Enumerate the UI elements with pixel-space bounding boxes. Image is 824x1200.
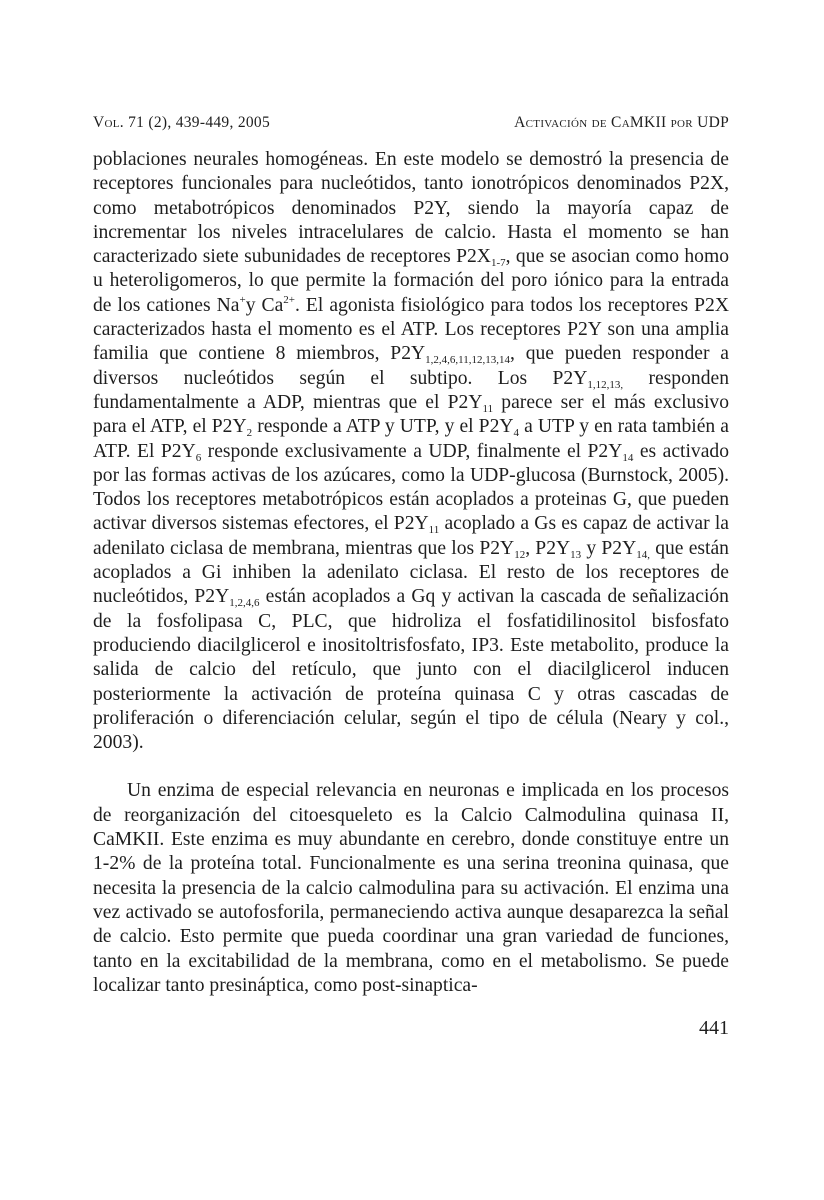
text-segment: responden fundamentalmente a ADP, mientras que el P2Y — [93, 367, 729, 413]
subscript: 1-7 — [490, 257, 506, 270]
subscript: 13 — [570, 548, 582, 561]
superscript: 2+ — [283, 293, 295, 306]
subscript: 4 — [513, 427, 520, 440]
article-body — [93, 148, 729, 998]
text-segment: , que se asocian como homo u heteroligomeros, lo que permite la formación del poro iónico para la entrada de los cationes Na — [93, 246, 730, 316]
text-segment: responde a ATP y UTP, y el P2Y — [252, 416, 514, 438]
running-head — [93, 114, 729, 136]
running-head-journal-volume: Vol. 71 (2), 439-449, 2005 — [93, 114, 271, 131]
subscript: 1,12,13, — [587, 378, 624, 391]
text-segment: parece ser el más exclusivo para el ATP, el P2Y — [93, 391, 729, 438]
text-segment: a UTP y en rata también a ATP. El P2Y — [93, 416, 730, 462]
text-segment: acoplado a Gs es capaz de activar la adenilato ciclasa de membrana, mientras que los P2Y — [93, 513, 729, 559]
subscript: 14 — [622, 451, 634, 464]
text-segment: responde exclusivamente a UDP, finalmente el P2Y — [201, 440, 623, 462]
text-segment: están acoplados a Gq y activan la cascada de señalización de la fosfolipasa C, PLC, que hidroliza el fosfatidilinositol bisfosfato produciendo diacilglicerol e inositoltrisfosfato, IP3. Este metabolito, produce la salida de calcio del retículo, que junto con el diacilglicerol inducen posteriormente la activación de proteína quinasa C y otras cascadas de proliferación o diferenciación celular, según el tipo de célula (Neary y col., 2003). — [93, 586, 729, 754]
subscript: 1,2,4,6,11,12,13,14 — [425, 354, 510, 367]
text-segment: y Ca — [245, 294, 284, 316]
page-number: 441 — [699, 1017, 729, 1039]
subscript: 6 — [195, 451, 202, 464]
subscript: 12 — [514, 548, 526, 561]
text-segment: poblaciones neurales homogéneas. En este modelo se demostró la presencia de receptores funcionales para nucleótidos, tanto ionotrópicos denominados P2X, como metabotrópicos denominados P2Y, siendo la mayoría capaz de incrementar los niveles intracelulares de calcio. Hasta el momento se han caracterizado siete subunidades de receptores P2X — [93, 149, 729, 268]
body-paragraph-1 — [93, 148, 729, 755]
subscript: 11 — [482, 402, 494, 415]
text-segment: , que pueden responder a diversos nucleótidos según el subtipo. Los P2Y — [93, 343, 729, 389]
subscript: 1,2,4,6 — [229, 597, 260, 610]
text-segment: que están acoplados a Gi inhiben la adenilato ciclasa. El resto de los receptores de nucleótidos, P2Y — [93, 537, 729, 608]
subscript: 14, — [636, 548, 650, 561]
body-paragraph-2: Un enzima de especial relevancia en neuronas e implicada en los procesos de reorganización del citoesqueleto es la Calcio Calmodulina quinasa II, CaMKII. Este enzima es muy abundante en cerebro, donde constituye entre un 1-2% de la proteína total. Funcionalmente es una serina treonina quinasa, que necesita la presencia de la calcio calmodulina para su activación. El enzima una vez activado se autofosforila, permaneciendo activa aunque desaparezca la señal de calcio. Esto permite que pueda coordinar una gran variedad de funciones, tanto en la excitabilidad de la membrana, como en el metabolismo. Se puede localizar tanto presináptica, como post-sinaptica- — [93, 780, 729, 996]
text-segment: . El agonista fisiológico para todos los receptores P2X caracterizados hasta el momento es el ATP. Los receptores P2Y son una amplia familia que contiene 8 miembros, P2Y — [93, 294, 729, 365]
superscript: + — [239, 293, 246, 306]
text-segment: y P2Y — [581, 537, 637, 559]
subscript: 2 — [246, 427, 253, 440]
running-head-article-title: Activación de CaMKII por UDP — [514, 114, 729, 131]
text-segment: , P2Y — [525, 537, 571, 559]
text-segment: es activado por las formas activas de los azúcares, como la UDP-glucosa (Burnstock, 2005). Todos los receptores metabotrópicos están acoplados a proteinas G, que pueden activar diversos sistemas efectores, el P2Y — [93, 440, 729, 535]
subscript: 11 — [428, 524, 440, 537]
